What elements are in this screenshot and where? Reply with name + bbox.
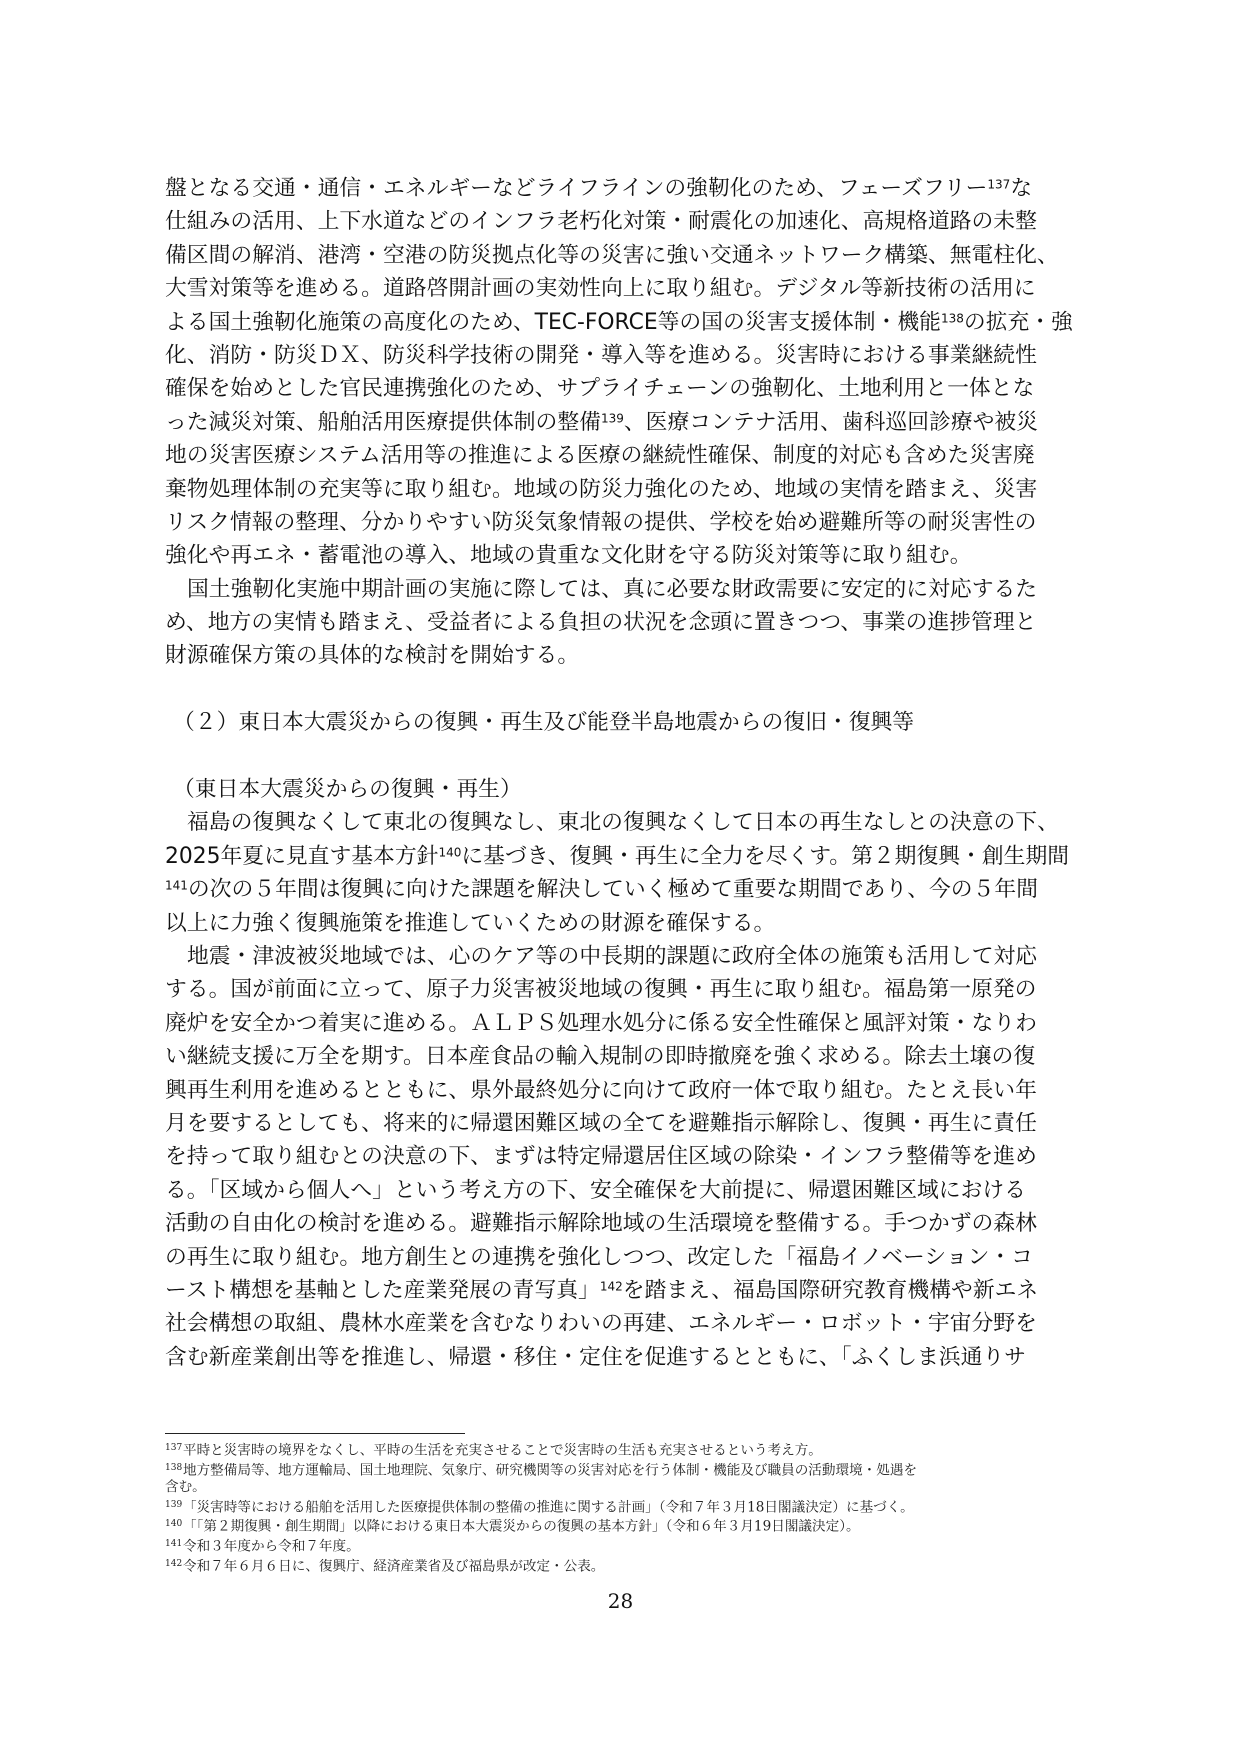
text-line: い継続支援に万全を期す。日本産食品の輸入規制の即時撤廃を強く求める。除去土壌の復: [165, 1044, 1036, 1070]
footnote-141: 141令和３年度から令和７年度。: [165, 1538, 360, 1555]
footnote-ref[interactable]: 137: [987, 177, 1011, 192]
footnote-138: 138地方整備局等、地方運輸局、国土地理院、気象庁、研究機関等の災害対応を行う体制・機能及び職員の活動環境・処遇を: [165, 1462, 918, 1479]
footnote-divider: [165, 1433, 465, 1434]
text-line: 国土強靭化実施中期計画の実施に際しては、真に必要な財政需要に安定的に対応するた: [187, 576, 1038, 602]
text-line: 興再生利用を進めるとともに、県外最終処分に向けて政府一体で取り組む。たとえ長い年: [165, 1077, 1037, 1103]
text-line: 備区間の解消、港湾・空港の防災拠点化等の災害に強い交通ネットワーク構築、無電柱化、: [165, 242, 1059, 268]
text-line: 月を要するとしても、将来的に帰還困難区域の全てを避難指示解除し、復興・再生に責任: [165, 1110, 1037, 1136]
section-heading: （２）東日本大震災からの復興・再生及び能登半島地震からの復旧・復興等: [173, 710, 915, 736]
footnotes: [165, 1440, 1085, 1575]
subsection-heading: （東日本大震災からの復興・再生）: [173, 777, 522, 803]
text-line: った減災対策、船舶活用医療提供体制の整備$^{139}$、医療コンテナ活用、歯科巡回診療や被災: [165, 409, 1039, 435]
text-line: 廃炉を安全かつ着実に進める。ＡＬＰＳ処理水処分に係る安全性確保と風評対策・なりわ: [165, 1010, 1037, 1036]
text-line: 確保を始めとした官民連携強化のため、サプライチェーンの強靭化、土地利用と一体とな: [165, 376, 1035, 402]
footnote-ref[interactable]: 139: [600, 411, 624, 426]
text-line: $^{141}$の次の５年間は復興に向けた課題を解決していく極めて重要な期間であり、今の５年間: [165, 877, 1038, 903]
text-line: る。「区域から個人へ」という考え方の下、安全確保を大前提に、帰還困難区域における: [165, 1177, 1026, 1203]
text-line: 活動の自由化の検討を進める。避難指示解除地域の生活環境を整備する。手つかずの森林: [165, 1211, 1037, 1237]
body-text: [165, 172, 1085, 1374]
text-line: 盤となる交通・通信・エネルギーなどライフラインの強靭化のため、フェーズフリー$^{137}$な: [165, 176, 1033, 201]
text-line: 含む新産業創出等を推進し、帰還・移住・定住を促進するとともに、「ふくしま浜通りサ: [165, 1344, 1026, 1370]
text-line: リスク情報の整理、分かりやすい防災気象情報の提供、学校を始め避難所等の耐災害性の: [165, 509, 1037, 535]
text-line: を持って取り組むとの決意の下、まずは特定帰還居住区域の除染・インフラ整備等を進め: [165, 1144, 1037, 1170]
footnote-ref[interactable]: 142: [599, 1279, 623, 1294]
text-line: 地の災害医療システム活用等の推進による医療の継続性確保、制度的対応も含めた災害廃: [165, 443, 1035, 469]
text-line: 化、消防・防災ＤＸ、防災科学技術の開発・導入等を進める。災害時における事業継続性: [165, 342, 1037, 368]
text-line: め、地方の実情も踏まえ、受益者による負担の状況を念頭に置きつつ、事業の進捗管理と: [165, 610, 1037, 636]
footnote-137: 137平時と災害時の境界をなくし、平時の生活を充実させることで災害時の生活も充実させるという考え方。: [165, 1442, 822, 1459]
text-line: 強化や再エネ・蓄電池の導入、地域の貴重な文化財を守る防災対策等に取り組む。: [165, 543, 972, 569]
text-line: 財源確保方策の具体的な検討を開始する。: [165, 643, 580, 669]
text-line: よる国土強靭化施策の高度化のため、TEC-FORCE等の国の災害支援体制・機能$^{138}$の拡充・強: [165, 309, 1073, 335]
text-line: 大雪対策等を進める。道路啓開計画の実効性向上に取り組む。デジタル等新技術の活用に: [165, 276, 1036, 302]
footnote-140: 140「「第２期復興・創生期間」以降における東日本大震災からの復興の基本方針」（令和６年３月19日閣議決定）。: [165, 1518, 860, 1535]
text-line: 社会構想の取組、農林水産業を含むなりわいの再建、エネルギー・ロボット・宇宙分野を: [165, 1311, 1037, 1337]
text-line: 棄物処理体制の充実等に取り組む。地域の防災力強化のため、地域の実情を踏まえ、災害: [165, 476, 1038, 502]
footnote-139: 139「災害時等における船舶を活用した医療提供体制の整備の推進に関する計画」（令和７年３月18日閣議決定）に基づく。: [165, 1499, 914, 1516]
text-line: する。国が前面に立って、原子力災害被災地域の復興・再生に取り組む。福島第一原発の: [165, 977, 1037, 1003]
text-line: 以上に力強く復興施策を推進していくための財源を確保する。: [165, 910, 776, 936]
text-line: の再生に取り組む。地方創生との連携を強化しつつ、改定した「福島イノベーション・コ: [165, 1244, 1033, 1270]
footnote-138-continued: 含む。: [165, 1479, 206, 1496]
page-number: 28: [607, 1589, 634, 1613]
footnote-ref[interactable]: 140: [438, 845, 462, 860]
footnote-ref[interactable]: 138: [940, 310, 964, 325]
text-line: 2025年夏に見直す基本方針$^{140}$に基づき、復興・再生に全力を尽くす。第２期復興・創生期間: [165, 843, 1070, 869]
text-line: ースト構想を基軸とした産業発展の青写真」$^{142}$を踏まえ、福島国際研究教育機構や新エネ: [165, 1277, 1039, 1303]
footnote-142: 142令和７年６月６日に、復興庁、経済産業省及び福島県が改定・公表。: [165, 1558, 605, 1575]
footnote-ref[interactable]: 141: [165, 878, 188, 893]
text-line: 地震・津波被災地域では、心のケア等の中長期的課題に政府全体の施策も活用して対応: [187, 943, 1038, 969]
text-line: 福島の復興なくして東北の復興なし、東北の復興なくして日本の再生なしとの決意の下、: [187, 810, 1059, 836]
text-line: 仕組みの活用、上下水道などのインフラ老朽化対策・耐震化の加速化、高規格道路の未整: [165, 209, 1037, 235]
